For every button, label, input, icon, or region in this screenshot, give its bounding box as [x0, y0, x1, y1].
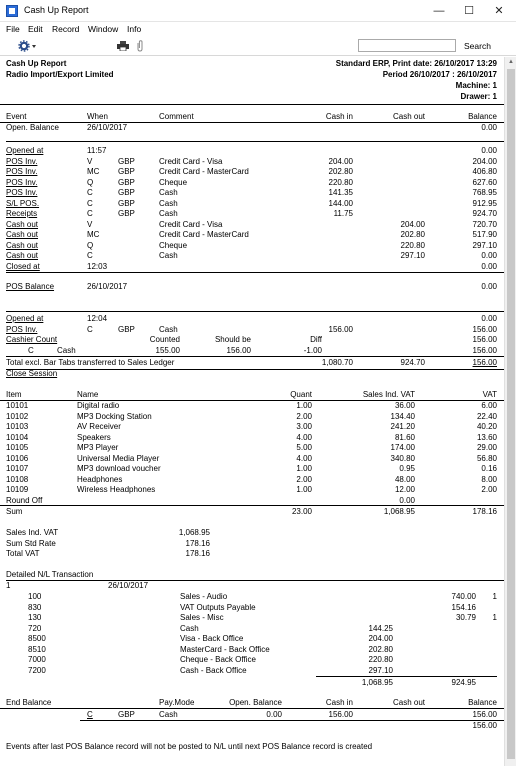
nl-account: 130 [28, 613, 42, 622]
divider-line [0, 400, 504, 401]
event-balance: 768.95 [472, 188, 497, 197]
divider-line [6, 272, 504, 273]
item-vat: 2.00 [481, 485, 497, 494]
event-comment: Credit Card - Visa [159, 156, 223, 166]
menu-record[interactable]: Record [52, 24, 80, 34]
item-quant: 4.00 [296, 432, 312, 442]
event-balance: 912.95 [472, 198, 497, 208]
item-quant: 1.00 [296, 485, 312, 494]
item-vat: 8.00 [481, 474, 497, 484]
should-be-value: 156.00 [226, 346, 251, 355]
menu-info[interactable]: Info [127, 24, 142, 34]
item-name: MP3 download voucher [77, 464, 161, 473]
event-code: 12:04 [87, 314, 108, 323]
event-balance: 924.70 [472, 209, 497, 218]
company-name: Radio Import/Export Limited [6, 70, 114, 79]
event-balance: 0.00 [481, 314, 497, 323]
item-sales: 0.00 [399, 495, 415, 505]
col-header-eb-cashin: Cash in [325, 698, 353, 707]
nl-description: Cheque - Back Office [180, 655, 256, 664]
col-header-comment: Comment [159, 112, 194, 121]
event-comment: Cash [159, 188, 178, 197]
col-header-event: Event [6, 112, 27, 121]
event-balance: 406.80 [472, 167, 497, 176]
item-number: Round Off [6, 495, 43, 505]
nl-credit: 740.00 [451, 592, 476, 601]
col-header-eb-balance: Balance [468, 698, 497, 707]
close-session-link[interactable]: Close Session [6, 369, 58, 378]
item-quant: 2.00 [296, 411, 312, 421]
event-link[interactable]: Cash out [6, 219, 39, 229]
event-comment: Credit Card - MasterCard [159, 230, 249, 239]
event-balance: 204.00 [472, 156, 497, 166]
nl-credit: 30.79 [455, 613, 476, 622]
title-bar [0, 0, 516, 22]
item-name: AV Receiver [77, 422, 121, 431]
nl-total-credit: 924.95 [451, 678, 476, 687]
event-link[interactable]: Cash out [6, 251, 39, 260]
nl-account: 8510 [28, 644, 46, 654]
nl-debit: 144.25 [368, 623, 393, 633]
vat-summary-label: Sum Std Rate [6, 538, 56, 548]
nl-description: Sales - Audio [180, 592, 228, 601]
nl-total-debit: 1,068.95 [361, 678, 393, 687]
item-number: 10107 [6, 464, 29, 473]
event-currency: GBP [118, 167, 135, 176]
vat-summary-value: 178.16 [185, 538, 210, 548]
event-link[interactable]: Opened at [6, 314, 44, 323]
vat-summary-value: 178.16 [185, 549, 210, 558]
divider-line [0, 708, 504, 709]
scroll-up-icon[interactable]: ▲ [508, 59, 514, 65]
end-balance-open: 0.00 [266, 710, 282, 719]
nl-number: 1 [6, 581, 11, 590]
item-number: 10106 [6, 453, 29, 463]
col-header-when: When [87, 112, 108, 121]
event-code: C [87, 251, 93, 260]
diff-value: -1.00 [303, 346, 322, 355]
menu-file[interactable]: File [6, 24, 20, 34]
print-icon[interactable] [117, 41, 129, 51]
event-link[interactable]: Closed at [6, 261, 40, 271]
event-cashin: 220.80 [328, 177, 353, 187]
total-cashout: 924.70 [400, 358, 425, 367]
machine: Machine: 1 [455, 81, 497, 90]
event-link[interactable]: POS Inv. [6, 324, 38, 334]
col-header-open-balance: Open. Balance [229, 698, 282, 707]
end-balance-cashin: 156.00 [328, 710, 353, 719]
event-code: 12:03 [87, 261, 108, 271]
event-balance: 0.00 [481, 146, 497, 155]
event-link[interactable]: S/L POS. [6, 198, 40, 208]
item-number: 10104 [6, 432, 29, 442]
event-code: Q [87, 240, 94, 250]
close-button[interactable]: ✕ [494, 5, 504, 17]
event-comment: Cheque [159, 240, 188, 250]
report-content [0, 57, 504, 766]
vat-summary-value: 1,068.95 [178, 528, 210, 537]
event-currency: GBP [118, 324, 135, 334]
item-quant: 1.00 [296, 401, 312, 410]
nl-description: MasterCard - Back Office [180, 644, 270, 654]
vat-summary-label: Sales Ind. VAT [6, 528, 59, 537]
open-balance-label: Open. Balance [6, 123, 59, 132]
item-number: 10109 [6, 485, 29, 494]
item-name: Digital radio [77, 401, 120, 410]
event-comment: Cash [159, 209, 178, 218]
event-currency: GBP [118, 209, 135, 218]
event-link[interactable]: Receipts [6, 209, 38, 218]
nl-date: 26/10/2017 [108, 581, 149, 590]
cashier-balance: 156.00 [472, 335, 497, 344]
col-header-vat: VAT [482, 390, 497, 399]
app-icon [6, 5, 18, 17]
sum-sales: 1,068.95 [383, 507, 415, 516]
item-quant: 1.00 [296, 464, 312, 473]
item-number: 10103 [6, 422, 29, 431]
count-balance: 156.00 [472, 346, 497, 355]
event-code: C [87, 198, 93, 208]
col-header-balance: Balance [468, 112, 497, 121]
toolbar [0, 36, 516, 56]
event-balance: 0.00 [481, 251, 497, 260]
item-name: Speakers [77, 432, 111, 442]
event-link[interactable]: POS Inv. [6, 177, 38, 187]
event-cashin: 204.00 [328, 156, 353, 166]
divider-line [80, 720, 504, 721]
item-vat: 6.00 [481, 401, 497, 410]
menu-window[interactable]: Window [88, 24, 119, 34]
divider-line [6, 369, 504, 370]
total-cashin: 1,080.70 [321, 358, 353, 367]
event-code: C [87, 324, 93, 334]
col-header-item: Item [6, 390, 22, 399]
divider-line [6, 580, 504, 581]
item-sales: 340.80 [390, 453, 415, 463]
event-balance: 156.00 [472, 324, 497, 334]
nl-title: Detailed N/L Transaction [6, 570, 94, 579]
event-balance: 720.70 [472, 219, 497, 229]
nl-description: Cash - Back Office [180, 665, 247, 675]
pos-balance-link[interactable]: POS Balance [6, 282, 55, 291]
divider-line [0, 505, 504, 506]
divider-line [6, 141, 504, 142]
item-sales: 81.60 [394, 432, 415, 442]
counted-value: 155.00 [155, 346, 180, 355]
item-quant: 2.00 [296, 474, 312, 484]
event-comment: Cash [159, 198, 178, 208]
nl-account: 7200 [28, 665, 46, 675]
print-date: Standard ERP, Print date: 26/10/2017 13:29 [335, 59, 497, 68]
divider-line [6, 311, 504, 312]
event-code: V [87, 219, 93, 229]
sum-quant: 23.00 [291, 507, 312, 516]
event-link[interactable]: Opened at [6, 146, 44, 155]
event-currency: GBP [118, 177, 135, 187]
end-balance-paymode: Cash [159, 710, 178, 719]
event-balance: 517.90 [472, 230, 497, 239]
diff-label: Diff [310, 335, 322, 344]
item-quant: 4.00 [296, 453, 312, 463]
event-comment: Credit Card - Visa [159, 219, 223, 229]
event-cashin: 202.80 [328, 167, 353, 176]
counted-label: Counted [149, 335, 180, 344]
item-number: 10102 [6, 411, 29, 421]
event-cashout: 297.10 [400, 251, 425, 260]
event-code: C [87, 188, 93, 197]
nl-account: 7000 [28, 655, 46, 664]
end-balance-value: 156.00 [472, 710, 497, 719]
item-number: 10101 [6, 401, 29, 410]
divider-line [0, 104, 504, 105]
pos-balance-date: 26/10/2017 [87, 282, 128, 291]
nl-account: 8500 [28, 634, 46, 643]
search-button[interactable]: Search [464, 41, 491, 51]
divider-line [0, 122, 504, 123]
item-vat: 13.60 [476, 432, 497, 442]
event-cashout: 204.00 [400, 219, 425, 229]
report-title: Cash Up Report [6, 59, 67, 68]
divider-line [316, 676, 497, 677]
item-name: Wireless Headphones [77, 485, 156, 494]
nl-debit: 220.80 [368, 655, 393, 664]
item-sales: 241.20 [390, 422, 415, 431]
end-balance-currency: GBP [118, 710, 135, 719]
count-code: C [28, 346, 34, 355]
sum-vat: 178.16 [472, 507, 497, 516]
search-input[interactable] [358, 39, 456, 52]
event-code: MC [87, 167, 100, 176]
nl-account: 100 [28, 592, 42, 601]
event-link[interactable]: Cash out [6, 230, 39, 239]
nl-flag: 1 [492, 592, 497, 601]
item-vat: 0.16 [481, 464, 497, 473]
minimize-button[interactable]: — [433, 5, 445, 17]
cashier-count-link[interactable]: Cashier Count [6, 335, 58, 344]
item-name: Headphones [77, 474, 123, 484]
event-link[interactable]: POS Inv. [6, 188, 38, 197]
nl-description: VAT Outputs Payable [180, 602, 256, 612]
item-name: Universal Media Player [77, 453, 160, 463]
event-currency: GBP [118, 188, 135, 197]
menu-edit[interactable]: Edit [28, 24, 43, 34]
event-code: Q [87, 177, 94, 187]
nl-flag: 1 [492, 613, 497, 622]
divider-line [6, 356, 504, 357]
event-cashin: 144.00 [328, 198, 353, 208]
item-number: 10108 [6, 474, 29, 484]
event-comment: Cash [159, 251, 178, 260]
event-cashin: 141.35 [328, 188, 353, 197]
col-header-end-balance: End Balance [6, 698, 52, 707]
event-currency: GBP [118, 198, 135, 208]
event-code: C [87, 209, 93, 218]
event-cashin: 11.75 [333, 209, 353, 218]
event-comment: Cash [159, 324, 178, 334]
event-code: V [87, 156, 93, 166]
item-name: MP3 Player [77, 443, 119, 452]
item-name: MP3 Docking Station [77, 411, 152, 421]
event-comment: Credit Card - MasterCard [159, 167, 249, 176]
item-sales: 134.40 [390, 411, 415, 421]
item-quant: 3.00 [296, 422, 312, 431]
nl-description: Visa - Back Office [180, 634, 244, 643]
nl-account: 830 [28, 602, 42, 612]
paperclip-icon[interactable] [135, 40, 145, 52]
nl-debit: 204.00 [368, 634, 393, 643]
drawer: Drawer: 1 [460, 92, 497, 101]
window-title: Cash Up Report [24, 5, 89, 15]
item-number: 10105 [6, 443, 29, 452]
event-link[interactable]: POS Inv. [6, 156, 38, 166]
sum-label: Sum [6, 507, 23, 516]
vat-summary-label: Total VAT [6, 549, 40, 558]
vertical-scrollbar[interactable] [504, 57, 516, 766]
open-balance-date: 26/10/2017 [87, 123, 128, 132]
nl-debit: 297.10 [368, 665, 393, 675]
period: Period 26/10/2017 : 26/10/2017 [382, 70, 497, 79]
pos-balance-value: 0.00 [481, 282, 497, 291]
nl-debit: 202.80 [368, 644, 393, 654]
event-currency: GBP [118, 156, 135, 166]
col-header-paymode: Pay.Mode [159, 698, 195, 707]
col-header-cashout: Cash out [392, 112, 425, 121]
item-vat: 56.80 [476, 453, 497, 463]
nl-credit: 154.16 [451, 602, 476, 612]
nl-description: Cash [180, 623, 199, 633]
total-excl-label: Total excl. Bar Tabs transferred to Sales Ledger [6, 358, 175, 367]
event-code: MC [87, 230, 100, 239]
nl-description: Sales - Misc [180, 613, 224, 622]
item-sales: 0.95 [399, 464, 415, 473]
open-balance-value: 0.00 [481, 123, 497, 132]
event-balance: 0.00 [481, 261, 497, 271]
should-be-label: Should be [214, 335, 251, 344]
event-link[interactable]: Cash out [6, 240, 39, 250]
event-cashout: 202.80 [400, 230, 425, 239]
item-vat: 22.40 [476, 411, 497, 421]
item-vat: 40.20 [476, 422, 497, 431]
event-cashout: 220.80 [400, 240, 425, 250]
count-label: Cash [57, 346, 76, 355]
item-sales: 174.00 [390, 443, 415, 452]
item-vat: 29.00 [476, 443, 497, 452]
col-header-name: Name [77, 390, 99, 399]
col-header-cashin: Cash in [325, 112, 353, 121]
event-comment: Cheque [159, 177, 188, 187]
event-balance: 297.10 [472, 240, 497, 250]
end-balance-total: 156.00 [472, 721, 497, 730]
item-sales: 48.00 [394, 474, 415, 484]
item-sales: 36.00 [394, 401, 415, 410]
event-cashin: 156.00 [328, 324, 353, 334]
footer-note: Events after last POS Balance record will not be posted to N/L until next POS Balance record is created [6, 742, 373, 751]
scrollbar-thumb[interactable] [507, 69, 515, 759]
end-balance-code-link[interactable]: C [87, 710, 93, 719]
gear-icon[interactable] [18, 40, 38, 52]
menu-bar [0, 22, 516, 36]
col-header-quant: Quant [290, 390, 312, 399]
item-sales: 12.00 [394, 485, 415, 494]
event-balance: 627.60 [472, 177, 497, 187]
maximize-button[interactable]: ☐ [464, 5, 474, 17]
nl-account: 720 [28, 623, 42, 633]
item-quant: 5.00 [296, 443, 312, 452]
event-link[interactable]: POS Inv. [6, 167, 38, 176]
total-balance: 156.00 [472, 358, 497, 367]
event-code: 11:57 [87, 146, 107, 155]
col-header-sales: Sales Ind. VAT [362, 390, 415, 399]
col-header-eb-cashout: Cash out [392, 698, 425, 707]
